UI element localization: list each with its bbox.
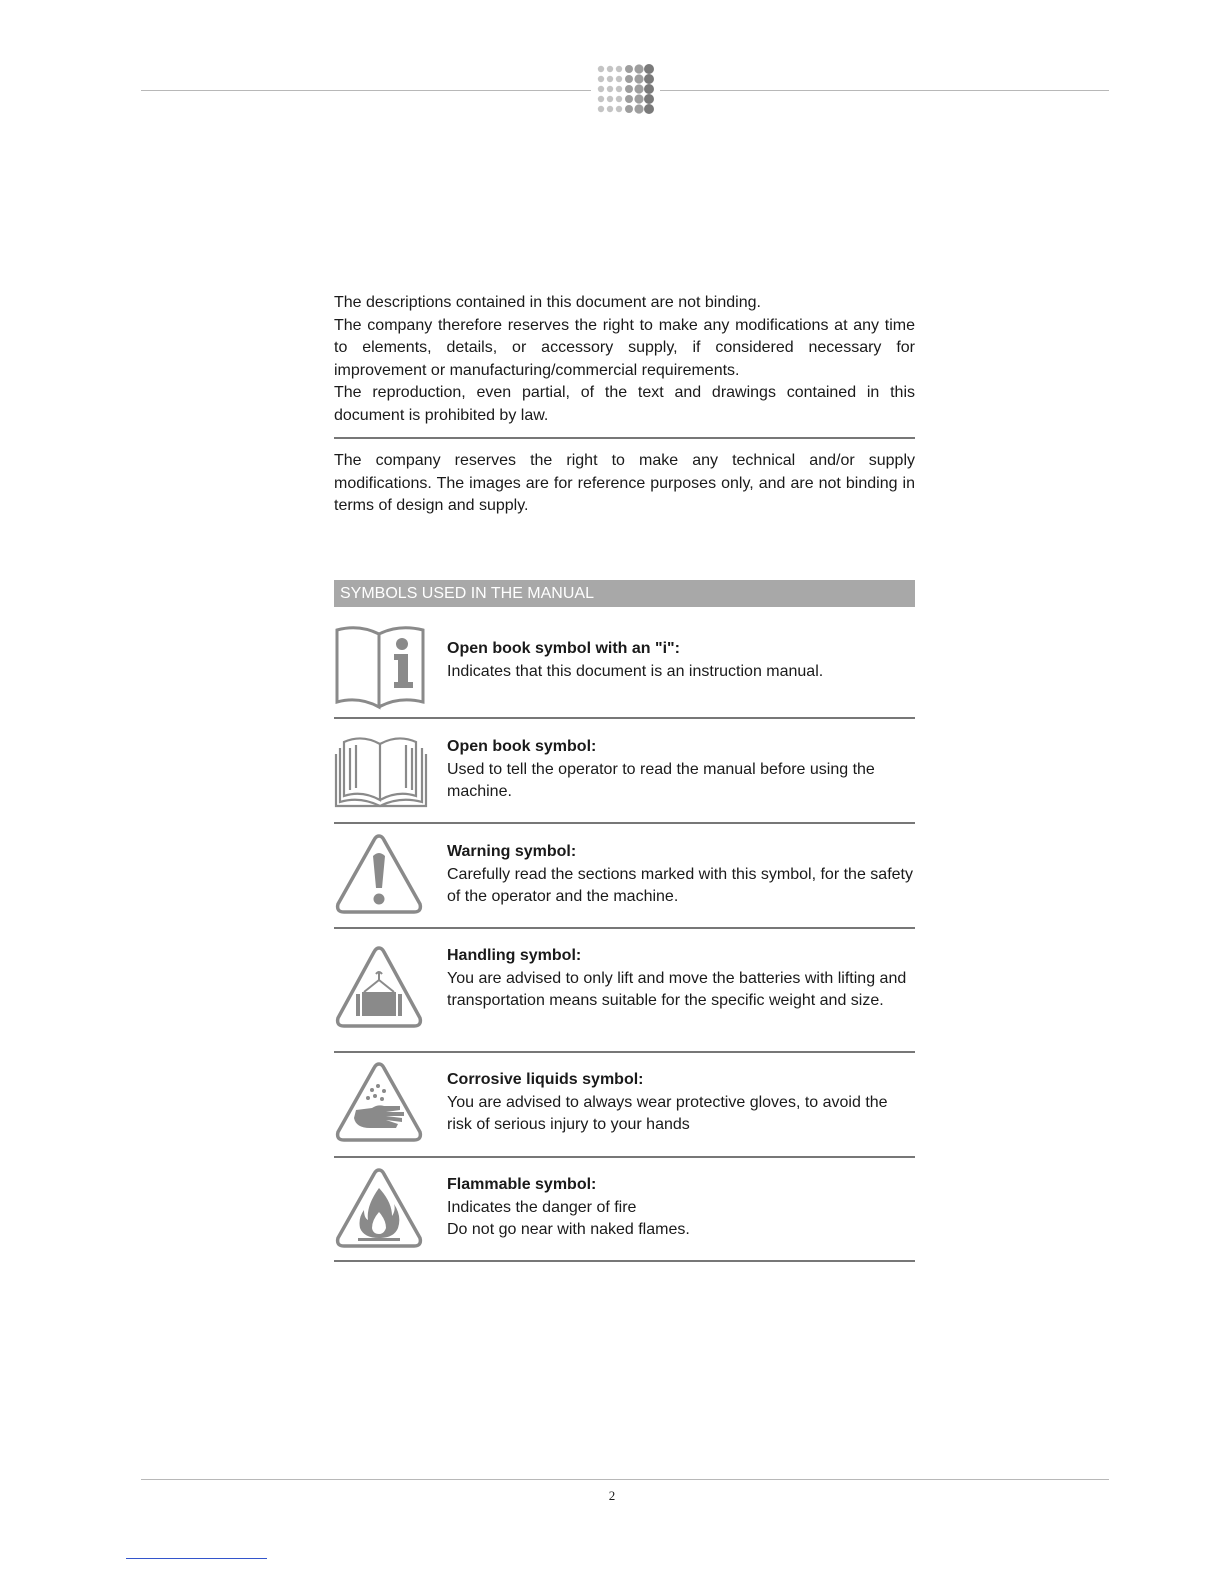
flammable-icon [334, 1166, 424, 1250]
symbol-title: Warning symbol: [447, 843, 577, 860]
open-book-icon [334, 734, 428, 810]
symbol-description: Used to tell the operator to read the manual before using the machine. [447, 760, 875, 800]
intro-line: The company therefore reserves the right to make any modifications at any time to elements, details, or accessory supply, if considered necessary for improvement or manufacturing/commercial requirements. [334, 316, 915, 379]
symbol-title: Handling symbol: [447, 947, 582, 964]
divider [334, 1260, 915, 1262]
intro-disclaimer [334, 292, 915, 427]
divider [334, 822, 915, 824]
info-book-icon [334, 622, 428, 710]
footer-rule [141, 1479, 1109, 1480]
divider [334, 1156, 915, 1158]
symbol-description: Indicates the danger of fire [447, 1198, 637, 1216]
divider [334, 717, 915, 719]
intro-line: The descriptions contained in this document are not binding. [334, 294, 761, 311]
symbol-description: You are advised to always wear protective gloves, to avoid the risk of serious injury to your hands [447, 1093, 888, 1133]
notice-paragraph [334, 450, 915, 518]
header-rule-right [660, 90, 1109, 91]
header-rule-left [141, 90, 591, 91]
warning-icon [334, 832, 424, 916]
symbol-description: You are advised to only lift and move the batteries with lifting and transportation means suitable for the specific weight and size. [447, 969, 907, 1009]
symbol-title: Corrosive liquids symbol: [447, 1071, 644, 1088]
symbol-description: Carefully read the sections marked with this symbol, for the safety of the operator and the machine. [447, 865, 913, 905]
symbol-title: Flammable symbol: [447, 1176, 597, 1193]
divider [334, 1051, 915, 1053]
footer-link-underline [126, 1558, 267, 1559]
notice-text: The company reserves the right to make any technical and/or supply modifications. The images are for reference purposes only, and are not binding in terms of design and supply. [334, 452, 915, 514]
page-number: 2 [608, 1488, 616, 1503]
symbol-title: Open book symbol with an "i": [447, 640, 680, 657]
divider [334, 927, 915, 929]
handling-icon [334, 944, 424, 1030]
corrosive-icon [334, 1060, 424, 1144]
divider [334, 437, 915, 439]
symbols-section-header: SYMBOLS USED IN THE MANUAL [334, 580, 915, 607]
dots-logo-icon [596, 64, 656, 118]
symbol-title: Open book symbol: [447, 738, 597, 755]
intro-line: The reproduction, even partial, of the text and drawings contained in this document is prohibited by law. [334, 384, 915, 424]
symbol-description: Do not go near with naked flames. [447, 1221, 690, 1238]
symbol-description: Indicates that this document is an instruction manual. [447, 662, 824, 680]
